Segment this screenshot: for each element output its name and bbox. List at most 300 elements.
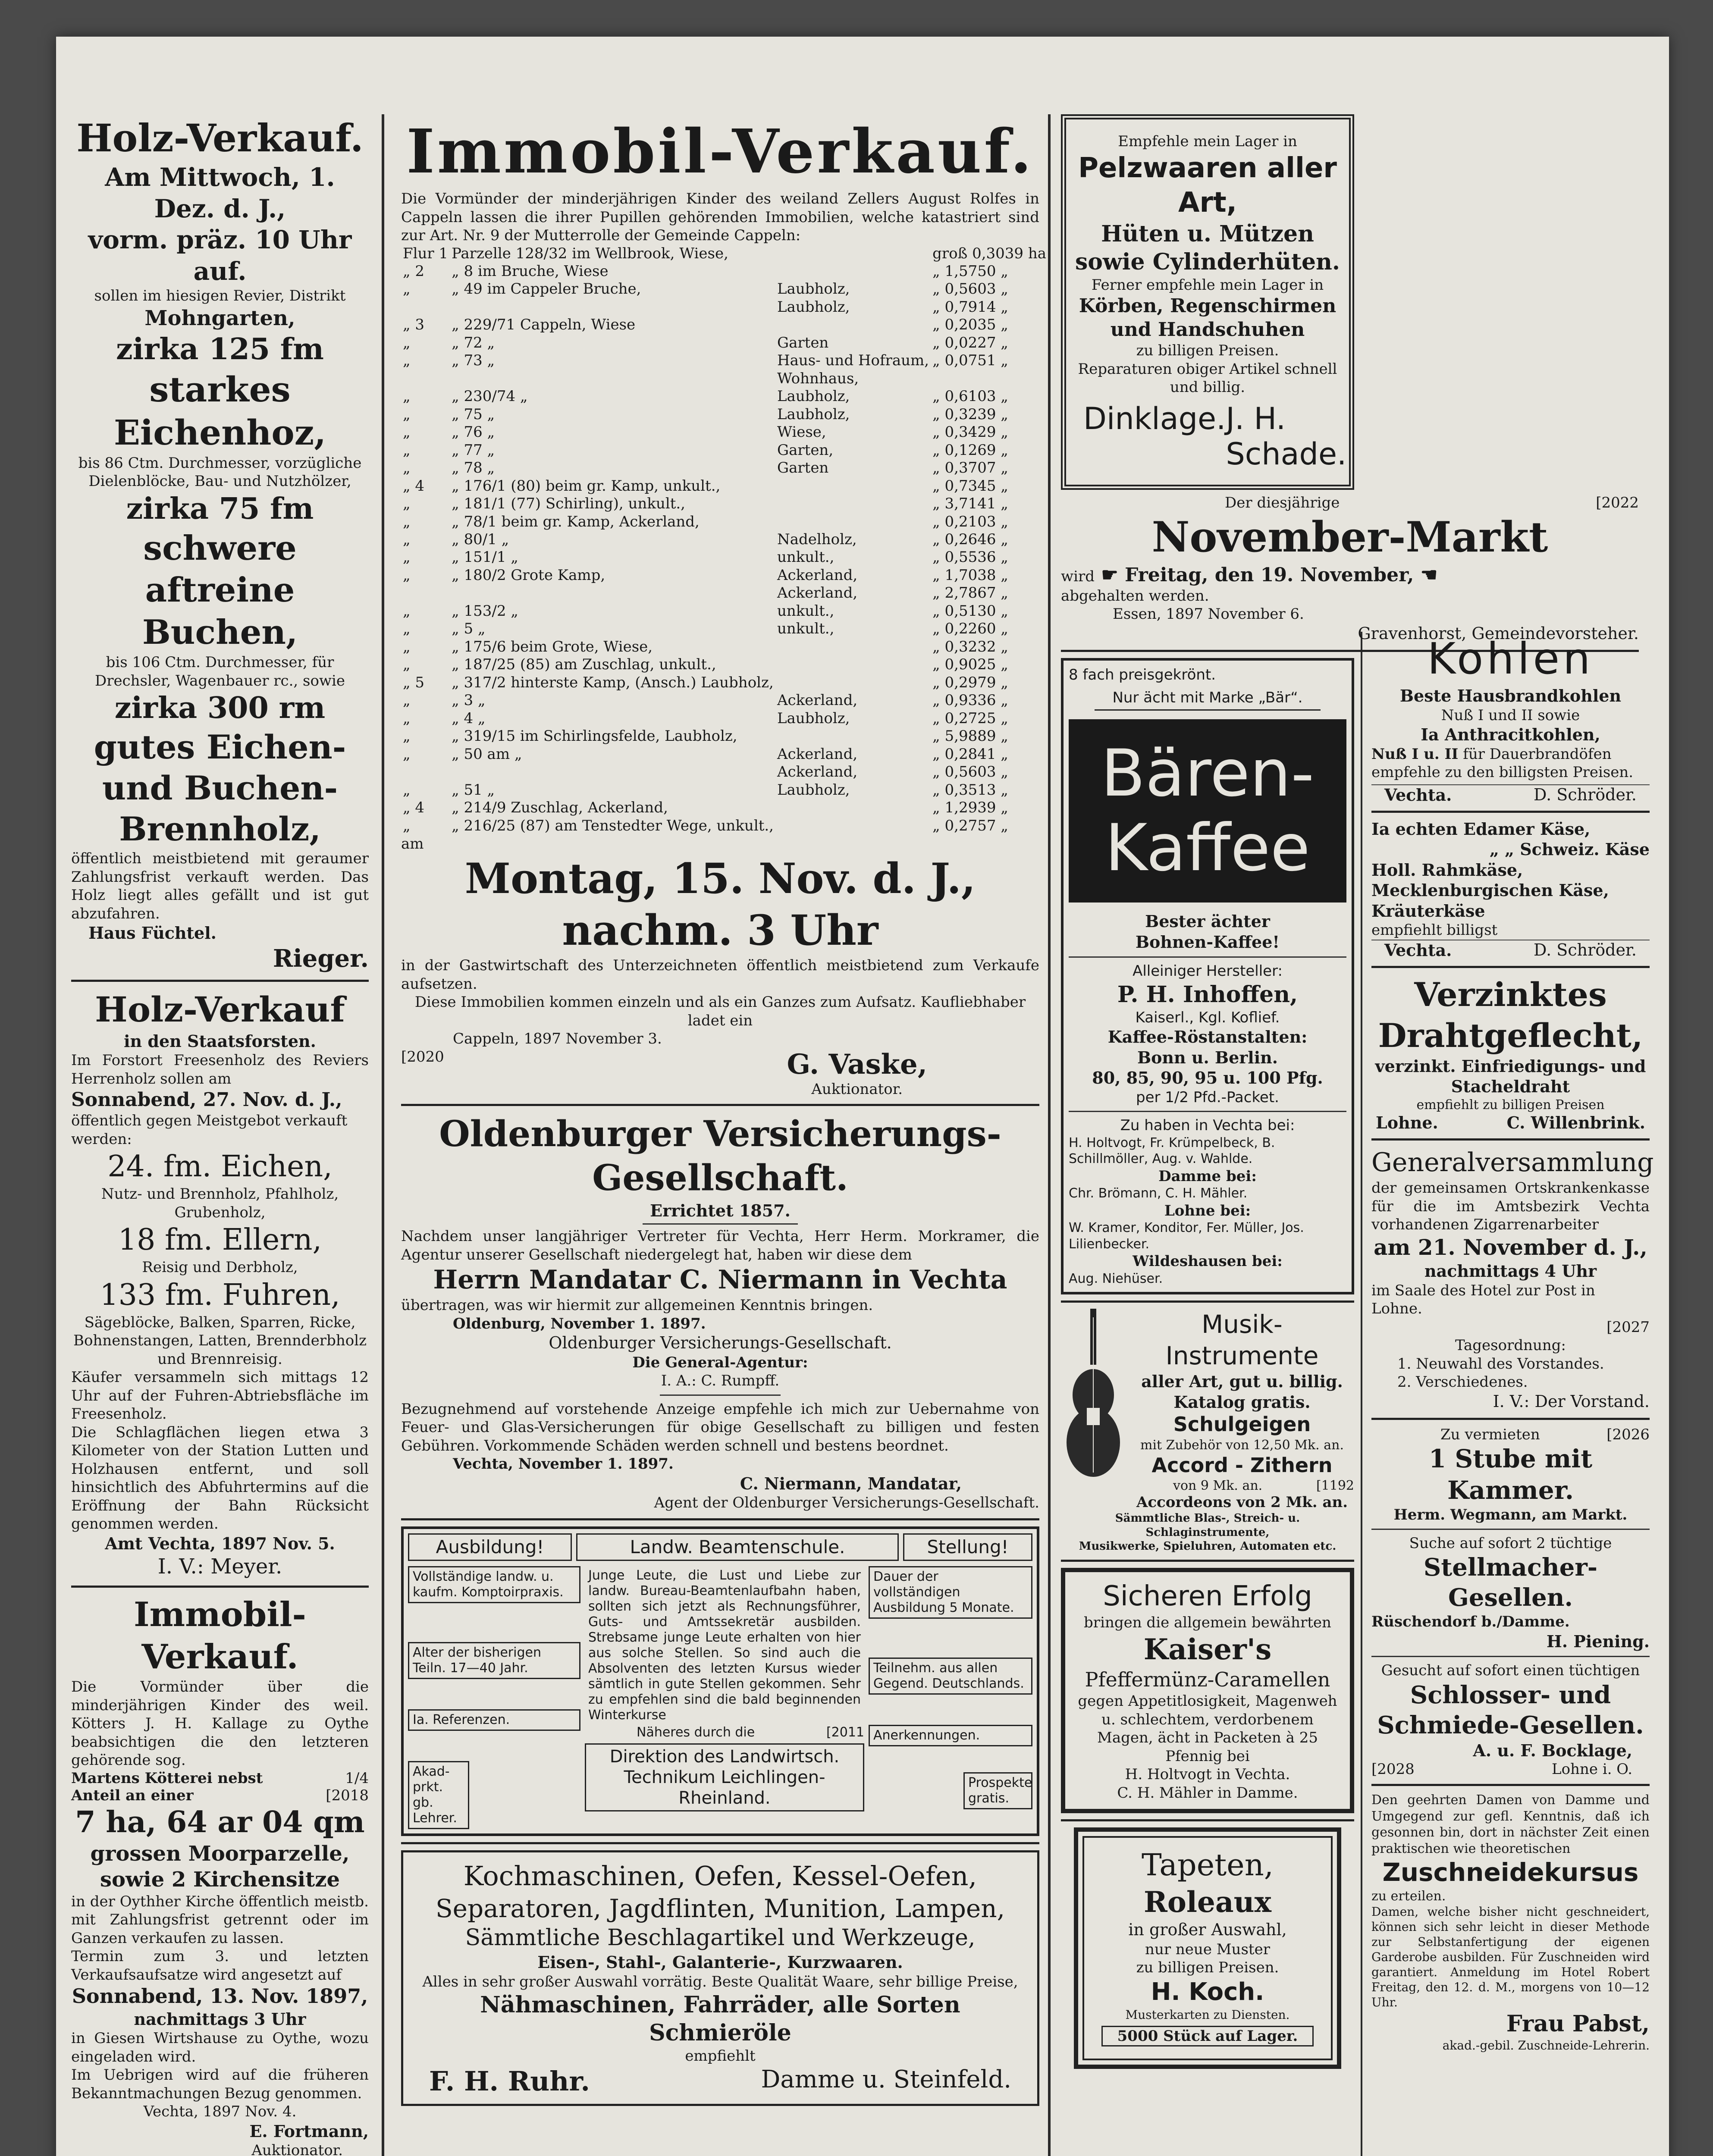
divider	[71, 980, 369, 982]
parcel-size: „ 0,7914 „	[932, 298, 1008, 316]
ad-line: aller Art, gut u. billig.	[1141, 1372, 1343, 1391]
divider	[1371, 1138, 1650, 1141]
parcel-flur: „	[403, 638, 411, 655]
parcel-flur: „	[403, 441, 411, 459]
ad-line: Schulgeigen	[1173, 1413, 1311, 1436]
ad-signature: D. Schröder.	[1534, 785, 1637, 804]
ad-zu-vermieten	[1371, 1426, 1650, 1524]
parcel-size: „ 1,7038 „	[932, 566, 1008, 584]
parcel-row	[401, 638, 1048, 656]
ad-title: Zuschneidekursus	[1382, 1858, 1639, 1887]
ad-line: Wildeshausen bei:	[1133, 1253, 1283, 1270]
ad-text: Lohne i. O.	[1552, 1761, 1632, 1778]
parcel-flur: „	[403, 459, 411, 477]
parcel-use	[775, 674, 931, 692]
school-left	[408, 1566, 580, 1829]
parcel-row	[401, 763, 1048, 781]
pointing-hand-icon: ☚	[1420, 564, 1438, 586]
parcel-use: Laubholz,	[777, 405, 850, 423]
parcel-size: „ 0,2841 „	[932, 745, 1008, 763]
ad-line: Ia Anthracitkohlen,	[1421, 725, 1600, 744]
ad-line: Damen, welche bisher nicht geschneidert, können sich sehr leicht in dieser Methode zur Selbstanfertigung der eigenen Garderobe ausbilden. Für Zuschneiden wird garantiert. Anmeldung im Hotel Robert Freitag, den 12. d. M., morgens von 10—12 Uhr.	[1371, 1905, 1650, 2009]
newspaper-page	[56, 37, 1669, 2156]
ad-line: Kochmaschinen, Oefen, Kessel-Oefen,	[463, 1860, 977, 1892]
parcel-use	[775, 316, 931, 334]
ad-line: nur neue Muster	[1145, 1940, 1270, 1958]
ad-intro: Die Vormünder der minderjährigen Kinder des weiland Zellers August Rolfes in Cappeln lassen die ihrer Pupillen gehörenden Immobilien, welche katastriert sind zur Art. Nr. 9 der Mutterrolle der Gemeinde Cappeln:	[401, 190, 1039, 244]
ad-line: H. Holtvogt, Fr. Krümpelbeck, B. Schillmöller, Aug. v. Wahlde.	[1069, 1135, 1275, 1166]
ad-title: Musik-Instrumente	[1165, 1310, 1319, 1370]
ad-line: Katalog gratis.	[1173, 1392, 1311, 1412]
ad-title: Kohlen	[1427, 633, 1594, 684]
ad-text: Martens Kötterei nebst	[71, 1769, 263, 1787]
parcel-flur: „	[403, 709, 411, 727]
parcel-size: „ 0,9336 „	[932, 692, 1008, 709]
column-2	[401, 114, 1047, 2106]
ad-text: Anteil an einer	[71, 1786, 194, 1804]
parcel-desc: „ 51 „	[452, 781, 495, 799]
ad-november-markt	[1061, 494, 1639, 644]
school-right	[869, 1566, 1032, 1829]
ad-line: Sonnabend, 27. Nov. d. J.,	[71, 1089, 342, 1111]
ad-line: empfiehlt zu billigen Preisen	[1416, 1097, 1605, 1112]
parcel-size: „ 0,3232 „	[932, 638, 1008, 655]
parcel-row	[401, 245, 1048, 263]
parcel-desc: „ 50 am „	[452, 745, 522, 763]
school-cell: Alter der bisherigen Teiln. 17—40 Jahr.	[408, 1642, 580, 1679]
ad-signature-row	[1371, 940, 1650, 960]
ad-line: Kaffee-Röstanstalten:	[1107, 1027, 1308, 1047]
ad-title: Immobil-Verkauf.	[134, 1595, 306, 1677]
parcel-size: „ 0,3513 „	[932, 781, 1008, 799]
ad-line: Empfehle mein Lager in	[1118, 133, 1297, 150]
ad-signature: Rieger.	[273, 944, 369, 973]
parcel-use: Laubholz,	[777, 781, 850, 799]
ad-line: Auktionator.	[811, 1080, 903, 1098]
parcel-size: „ 0,5130 „	[932, 602, 1008, 620]
ad-signature-row	[1371, 784, 1650, 805]
ad-line: Separatoren, Jagdflinten, Munition, Lampen,	[435, 1893, 1005, 1923]
ad-beamtenschule	[401, 1526, 1039, 1836]
parcel-flur: „ 3	[403, 316, 425, 334]
parcel-desc: „ 78 „	[452, 459, 495, 477]
ad-text: für Dauerbrandöfen	[1463, 745, 1612, 763]
parcel-desc	[450, 584, 775, 602]
ad-line: öffentlich gegen Meistgebot verkauft werden:	[71, 1112, 348, 1148]
ad-line	[1061, 494, 1639, 511]
ad-signature: D. Schröder.	[1534, 940, 1637, 959]
parcel-size: „ 0,5536 „	[932, 548, 1008, 566]
ad-title: Immobil-Verkauf.	[406, 116, 1034, 187]
parcel-row	[401, 298, 1048, 316]
ad-line: Kaiser's	[1143, 1633, 1272, 1666]
school-center	[585, 1566, 864, 1829]
parcel-row	[401, 799, 1048, 817]
ad-signature: C. Willenbrink.	[1506, 1113, 1645, 1132]
parcel-size: „ 0,2725 „	[932, 709, 1008, 727]
ad-line: Bezugnehmend auf vorstehende Anzeige empfehle ich mich zur Uebernahme von Feuer- und Glas-Versicherungen für obige Gesellschaft zu billigen und festen Gebühren. Vorkommende Schäden werden schnell und bestens beordnet.	[401, 1400, 1039, 1454]
parcel-desc	[450, 763, 775, 781]
column-4	[1371, 632, 1654, 2053]
parcel-flur: „	[403, 566, 411, 584]
ad-line: Kaiserl., Kgl. Koflief.	[1135, 1009, 1280, 1026]
ad-title: 1 Stube mit Kammer.	[1428, 1444, 1593, 1505]
column-rule-2	[1048, 114, 1051, 2156]
ad-line	[1130, 1478, 1354, 1493]
ad-line: Käufer versammeln sich mittags 12 Uhr auf der Fuhren-Abtriebsfläche im Freesenholz.	[71, 1369, 369, 1423]
parcel-size: groß 0,3039 ha	[932, 244, 1047, 262]
school-cell	[585, 1725, 864, 1740]
parcel-desc: Parzelle 128/32 im Wellbrook, Wiese,	[452, 244, 728, 262]
school-cell: Akad-prkt. gb. Lehrer.	[408, 1761, 469, 1829]
school-heading: Stellung!	[903, 1533, 1032, 1561]
ad-text: Lohne.	[1376, 1113, 1438, 1132]
ad-signature: Frau Pabst,	[1506, 2011, 1650, 2037]
parcel-desc: „ 229/71 Cappeln, Wiese	[452, 316, 636, 334]
parcel-row	[401, 477, 1048, 495]
parcel-size: „ 0,2757 „	[932, 817, 1008, 834]
school-cell: Junge Leute, die Lust und Liebe zur landw. Bureau-Beamtenlaufbahn haben, sollten sich jetzt als Rechnungsführer, Guts- und Amtssekretär ausbilden. Strebsame junge Leute erhalten von hier aus solche Stellen. So sind auch die Absolventen des letzten Kursus wieder sämtlich in gute Stellen gekommen. Sehr zu empfehlen sind die bald beginnenden Winterkurse	[588, 1568, 861, 1723]
parcel-use: Laubholz,	[777, 298, 850, 316]
school-cell: Teilnehm. aus allen Gegend. Deutschlands.	[869, 1658, 1032, 1695]
ad-line: Holl. Rahmkäse,	[1371, 860, 1523, 880]
ad-line: zirka 125 fm	[116, 332, 324, 367]
ad-line: sollen im hiesigen Revier, Distrikt	[94, 287, 346, 304]
ad-line: Damme u. Steinfeld.	[761, 2065, 1011, 2093]
parcel-use: Wohnhaus,	[777, 370, 859, 387]
ad-line: Hüten u. Mützen sowie Cylinderhüten.	[1075, 220, 1340, 275]
ad-line: Suche auf sofort 2 tüchtige	[1409, 1534, 1612, 1552]
ad-stellmacher	[1371, 1534, 1650, 1652]
parcel-use: Nadelholz,	[777, 531, 857, 548]
ad-line: Damme bei:	[1158, 1167, 1257, 1185]
ad-text: Vechta.	[1384, 785, 1452, 805]
ad-line: nachmittags 3 Uhr	[134, 2009, 306, 2029]
divider	[401, 1842, 1039, 1844]
ad-line: gutes Eichen- und Buchen-Brennholz,	[94, 728, 346, 848]
ad-oldenburger-versicherung	[401, 1112, 1039, 1512]
parcel-flur: „	[403, 513, 411, 530]
parcel-flur: „	[403, 280, 411, 298]
ad-date: am 21. November d. J.,	[1374, 1234, 1647, 1260]
ad-line: Musterkarten zu Diensten.	[1125, 2007, 1290, 2022]
parcel-use	[775, 263, 931, 280]
ad-line: „ „ Schweiz. Käse	[1490, 840, 1650, 859]
ad-line: Bonn u. Berlin.	[1137, 1047, 1278, 1067]
ad-signature: Herm. Wegmann, am Markt.	[1393, 1506, 1628, 1523]
ad-signature: F. H. Ruhr.	[429, 2065, 590, 2097]
ad-inner-frame	[1082, 1836, 1333, 2060]
ad-title: Stellmacher-Gesellen.	[1423, 1553, 1598, 1612]
ad-line: Cappeln, 1897 November 3.	[453, 1030, 662, 1048]
column-1	[71, 114, 369, 2156]
violin-icon	[1061, 1309, 1126, 1511]
ad-line: öffentlich meistbietend mit geraumer Zahlungsfrist verkauft werden. Das Holz liegt alles gefällt und ist gut abzufahren.	[71, 850, 369, 922]
parcel-flur: „	[403, 692, 411, 709]
ad-kohlen-schroeder	[1371, 632, 1650, 805]
ad-line: starkes Eichenhoz,	[113, 369, 326, 453]
parcel-flur: „	[403, 531, 411, 548]
parcel-row	[401, 620, 1048, 638]
parcel-desc: „ 49 im Cappeler Bruche,	[452, 280, 641, 298]
ad-line: Im Uebrigen wird auf die früheren Bekanntmachungen Bezug genommen.	[71, 2066, 369, 2102]
divider	[643, 1223, 798, 1225]
ad-line: Nähmaschinen, Fahrräder, alle Sorten Schmieröle	[480, 1992, 960, 2046]
ad-line: Mohngarten,	[144, 306, 295, 330]
parcel-row	[401, 692, 1048, 709]
divider	[1371, 1529, 1650, 1530]
parcel-desc: „ 4 „	[452, 709, 486, 727]
ad-immobil-verkauf-rolfes	[401, 114, 1047, 1098]
ad-signature: H. Koch.	[1151, 1977, 1264, 2006]
parcel-row	[401, 567, 1048, 584]
parcel-use: unkult.,	[777, 548, 835, 566]
parcel-use	[775, 477, 931, 495]
parcel-size: „ 0,3239 „	[932, 405, 1008, 423]
parcel-size: „ 0,9025 „	[932, 656, 1008, 674]
ad-line: Accordeons von 2 Mk. an.	[1136, 1493, 1348, 1511]
ad-line: der gemeinsamen Ortskrankenkasse für die im Amtsbezirk Vechta vorhandenen Zigarrenarbeiter	[1371, 1179, 1650, 1233]
parcel-row	[401, 352, 1048, 370]
ad-line: mit Zubehör von 12,50 Mk. an.	[1140, 1437, 1344, 1453]
ad-signature: A. u. F. Bocklage,	[1473, 1740, 1632, 1760]
ad-line: am	[401, 835, 424, 852]
ad-line: 5000 Stück auf Lager.	[1101, 2026, 1314, 2047]
parcel-row	[401, 370, 1048, 388]
parcel-row	[401, 584, 1048, 602]
ad-line: Aug. Niehüser.	[1069, 1271, 1163, 1286]
ad-line: 1. Neuwahl des Vorstandes.	[1397, 1355, 1604, 1373]
parcel-flur: „	[403, 388, 411, 405]
parcel-desc: „ 214/9 Zuschlag, Ackerland,	[452, 799, 668, 817]
parcel-use: Ackerland,	[777, 763, 858, 781]
parcel-use: Ackerland,	[777, 584, 858, 602]
ad-title: Tapeten,	[1141, 1847, 1274, 1883]
parcel-desc: „ 216/25 (87) am Tenstedter Wege, unkult.,	[452, 817, 774, 834]
ad-line	[71, 1787, 369, 1804]
divider	[1069, 956, 1346, 958]
parcel-desc	[450, 298, 775, 316]
divider	[401, 1518, 1039, 1520]
ad-line: bis 106 Ctm. Durchmesser, für Drechsler, Wagenbauer rc., sowie	[94, 654, 345, 689]
parcel-use	[775, 656, 931, 674]
ad-baeren-kaffee	[1061, 658, 1354, 1294]
ad-line: im Saale des Hotel zur Post in Lohne.	[1371, 1282, 1595, 1317]
parcel-size: „ 1,5750 „	[932, 262, 1008, 280]
ad-signature: H. Piening.	[1546, 1631, 1650, 1651]
parcel-desc: „ 75 „	[452, 405, 495, 423]
ad-line: Termin zum 3. und letzten Verkaufsaufsatze wird angesetzt auf	[71, 1948, 369, 1984]
parcel-flur: „	[403, 745, 411, 763]
parcel-flur: „ 5	[403, 674, 425, 691]
ad-line: W. Kramer, Konditor, Fer. Müller, Jos. Lilienbecker.	[1069, 1220, 1304, 1252]
ad-title: Oldenburger Versicherungs-Gesellschaft.	[439, 1113, 1001, 1199]
ad-line: 18 fm. Ellern,	[118, 1223, 322, 1257]
ad-line: H. Holtvogt in Vechta.	[1125, 1766, 1290, 1783]
ad-text: 1/4	[345, 1769, 369, 1787]
parcel-size: „ 0,7345 „	[932, 477, 1008, 495]
divider	[1069, 1111, 1346, 1112]
ad-kaese-schroeder	[1371, 819, 1650, 960]
parcel-use	[775, 495, 931, 513]
ad-line: Reisig und Derbholz,	[142, 1259, 298, 1276]
ad-line: per 1/2 Pfd.-Packet.	[1136, 1088, 1279, 1106]
ad-text: von 9 Mk. an.	[1173, 1478, 1263, 1493]
ad-line: Kräuterkäse	[1371, 901, 1485, 921]
ad-line: Am Mittwoch, 1. Dez. d. J.,	[105, 163, 335, 223]
ad-line: gegen Appetitlosigkeit, Magenweh u. schlechtem, verdorbenem Magen, ächt in Packeten à 25 Pfennig bei	[1078, 1692, 1337, 1765]
column-rule-1	[382, 114, 384, 2156]
ad-line: Zu haben in Vechta bei:	[1120, 1117, 1295, 1134]
school-number: [2011	[826, 1725, 864, 1740]
ad-line: vorm. präz. 10 Uhr auf.	[88, 225, 352, 286]
ad-line: Reparaturen obiger Artikel schnell und billig.	[1078, 360, 1337, 396]
parcel-row	[401, 495, 1048, 513]
ad-line: Körben, Regenschirmen und Handschuhen	[1079, 295, 1337, 341]
ad-line: Amt Vechta, 1897 Nov. 5.	[105, 1533, 335, 1553]
ad-line: Bohnen-Kaffee!	[1135, 932, 1280, 952]
logo-text: Bären-	[1101, 736, 1315, 811]
ad-number: [1192	[1316, 1478, 1354, 1493]
ad-kaisers-caramellen	[1061, 1568, 1354, 1814]
divider	[1061, 1300, 1354, 1303]
parcel-row	[401, 513, 1048, 531]
ad-line: zirka 300 rm	[114, 691, 326, 725]
parcel-size: „ 0,3429 „	[932, 423, 1008, 441]
ad-time: nachm. 3 Uhr	[562, 906, 878, 955]
ad-line: Oldenburg, November 1. 1897.	[453, 1315, 706, 1332]
ad-line: I. A.: C. Rumpff.	[661, 1372, 780, 1390]
divider	[1371, 1656, 1650, 1657]
ad-line	[1371, 1426, 1650, 1443]
parcel-flur	[401, 763, 450, 781]
baeren-kaffee-logo	[1069, 719, 1346, 903]
ad-text: Vechta.	[1384, 940, 1452, 960]
ad-line: Bester ächter	[1145, 912, 1270, 931]
ad-line: Oldenburger Versicherungs-Gesellschaft.	[549, 1333, 892, 1353]
ad-title: Schlosser- und Schmiede-Gesellen.	[1377, 1680, 1644, 1739]
parcel-desc: „ 151/1 „	[452, 548, 518, 566]
ad-pelzwaren-schade	[1061, 114, 1354, 490]
ad-line: Ia echten Edamer Käse,	[1371, 819, 1591, 839]
parcel-size: „ 5,9889 „	[932, 727, 1008, 745]
ad-line: bringen die allgemein bewährten	[1084, 1614, 1331, 1631]
parcel-flur: „	[403, 656, 411, 674]
ad-schlosser	[1371, 1661, 1650, 1778]
parcel-size: „ 0,0227 „	[932, 334, 1008, 351]
parcel-use	[775, 245, 931, 263]
parcel-use	[775, 799, 931, 817]
parcel-row	[401, 531, 1048, 548]
ad-title: Pelzwaaren aller Art,	[1078, 152, 1337, 219]
parcel-row	[401, 746, 1048, 763]
parcel-desc	[450, 370, 775, 388]
parcel-size: „ 3,7141 „	[932, 495, 1008, 513]
divider	[1061, 1819, 1354, 1821]
parcel-desc: „ 3 „	[452, 692, 486, 709]
parcel-flur	[401, 298, 450, 316]
ad-line	[1371, 1761, 1650, 1778]
parcel-desc: „ 187/25 (85) am Zuschlag, unkult.,	[452, 656, 716, 674]
ad-line: Herrn Mandatar C. Niermann in Vechta	[433, 1265, 1007, 1295]
parcel-desc: „ 72 „	[452, 334, 495, 351]
ad-holz-verkauf-1	[71, 114, 369, 974]
ad-line: Ferner empfehle mein Lager in	[1091, 276, 1324, 294]
parcel-desc: „ 80/1 „	[452, 531, 509, 548]
ad-line: empfiehlt billigst	[1371, 921, 1498, 939]
pointing-hand-icon: ☛	[1101, 564, 1118, 586]
ad-tapeten-koch	[1074, 1827, 1341, 2069]
parcel-size: „ 0,5603 „	[932, 280, 1008, 298]
parcel-row	[401, 656, 1048, 674]
school-cell: Dauer der vollständigen Ausbildung 5 Monate.	[869, 1566, 1032, 1619]
ad-holz-verkauf-2	[71, 988, 369, 1580]
ad-line: Nur ächt mit Marke „Bär“.	[1095, 689, 1321, 711]
ad-drahtgeflecht	[1371, 974, 1650, 1133]
ad-time: nachmittags 4 Uhr	[1424, 1261, 1597, 1281]
parcel-use: Ackerland,	[777, 745, 858, 763]
divider	[1371, 966, 1650, 968]
parcel-size: „ 0,6103 „	[932, 388, 1008, 405]
ad-line: zu billigen Preisen.	[1136, 342, 1279, 359]
ad-line: Nachdem unser langjähriger Vertreter für Vechta, Herr Herm. Morkramer, die Agentur unserer Gesellschaft niedergelegt hat, haben wir diese dem	[401, 1228, 1039, 1263]
ad-line: abgehalten werden.	[1061, 587, 1209, 605]
parcel-use: Ackerland,	[777, 566, 858, 584]
ad-line: sowie 2 Kirchensitze	[100, 1867, 340, 1892]
parcel-size: „ 0,3707 „	[932, 459, 1008, 477]
parcel-desc: „ 5 „	[452, 620, 486, 638]
parcel-use: Garten,	[777, 441, 834, 459]
parcel-flur: „	[403, 352, 411, 370]
ad-signature-row	[1075, 397, 1347, 472]
ad-line: Sonnabend, 13. Nov. 1897,	[72, 1984, 368, 2008]
school-cell: Prospekte gratis.	[963, 1772, 1032, 1809]
parcel-row	[401, 316, 1048, 334]
ad-musik-instrumente	[1061, 1309, 1354, 1511]
ad-line: Accord - Zithern	[1151, 1454, 1333, 1477]
parcel-flur	[401, 584, 450, 602]
parcel-desc: „ 319/15 im Schirlingsfelde, Laubholz,	[452, 727, 737, 745]
ad-signature: I. V.: Der Vorstand.	[1493, 1391, 1650, 1411]
ad-line: zu billigen Preisen.	[1136, 1959, 1279, 1976]
ad-line: Pfeffermünz-Caramellen	[1085, 1667, 1330, 1691]
parcel-size: „ 0,2979 „	[932, 674, 1008, 691]
parcel-row	[401, 388, 1048, 405]
ad-line: Errichtet 1857.	[650, 1200, 791, 1220]
ad-line: Die Vormünder über die minderjährigen Kinder des weil. Kötters J. H. Kallage zu Oythe beabsichtigen die den letzteren gehörende sog.	[71, 1678, 369, 1769]
parcel-row	[401, 817, 1048, 835]
ad-line: Auktionator.	[251, 2142, 343, 2156]
ad-line: Vechta, 1897 Nov. 4.	[143, 2103, 297, 2120]
ad-title: November-Markt	[1151, 512, 1548, 561]
ad-line: Haus Füchtel.	[88, 923, 216, 943]
ad-number: [2028	[1371, 1761, 1415, 1778]
ad-line	[1061, 563, 1639, 587]
parcel-use: Garten	[777, 334, 829, 351]
ad-line: übertragen, was wir hiermit zur allgemeinen Kenntnis bringen.	[401, 1297, 873, 1314]
ad-line: Nutz- und Brennholz, Pfahlholz, Grubenholz,	[101, 1185, 339, 1221]
ad-line	[71, 1770, 369, 1787]
ad-line: empfehle zu den billigsten Preisen.	[1371, 764, 1634, 781]
divider	[1061, 1560, 1354, 1562]
ad-signature: G. Vaske,	[787, 1048, 927, 1081]
parcel-flur: „	[403, 423, 411, 441]
ad-line: Diese Immobilien kommen einzeln und als ein Ganzes zum Aufsatz. Kaufliebhaber ladet ein	[414, 993, 1026, 1029]
school-cell: Vollständige landw. u. kaufm. Komptoirpraxis.	[408, 1566, 580, 1603]
parcel-use: unkult.,	[777, 602, 835, 620]
parcel-desc: „ 78/1 beim gr. Kamp, Ackerland,	[452, 513, 700, 530]
ad-line: akad.-gebil. Zuschneide-Lehrerin.	[1442, 2038, 1650, 2053]
